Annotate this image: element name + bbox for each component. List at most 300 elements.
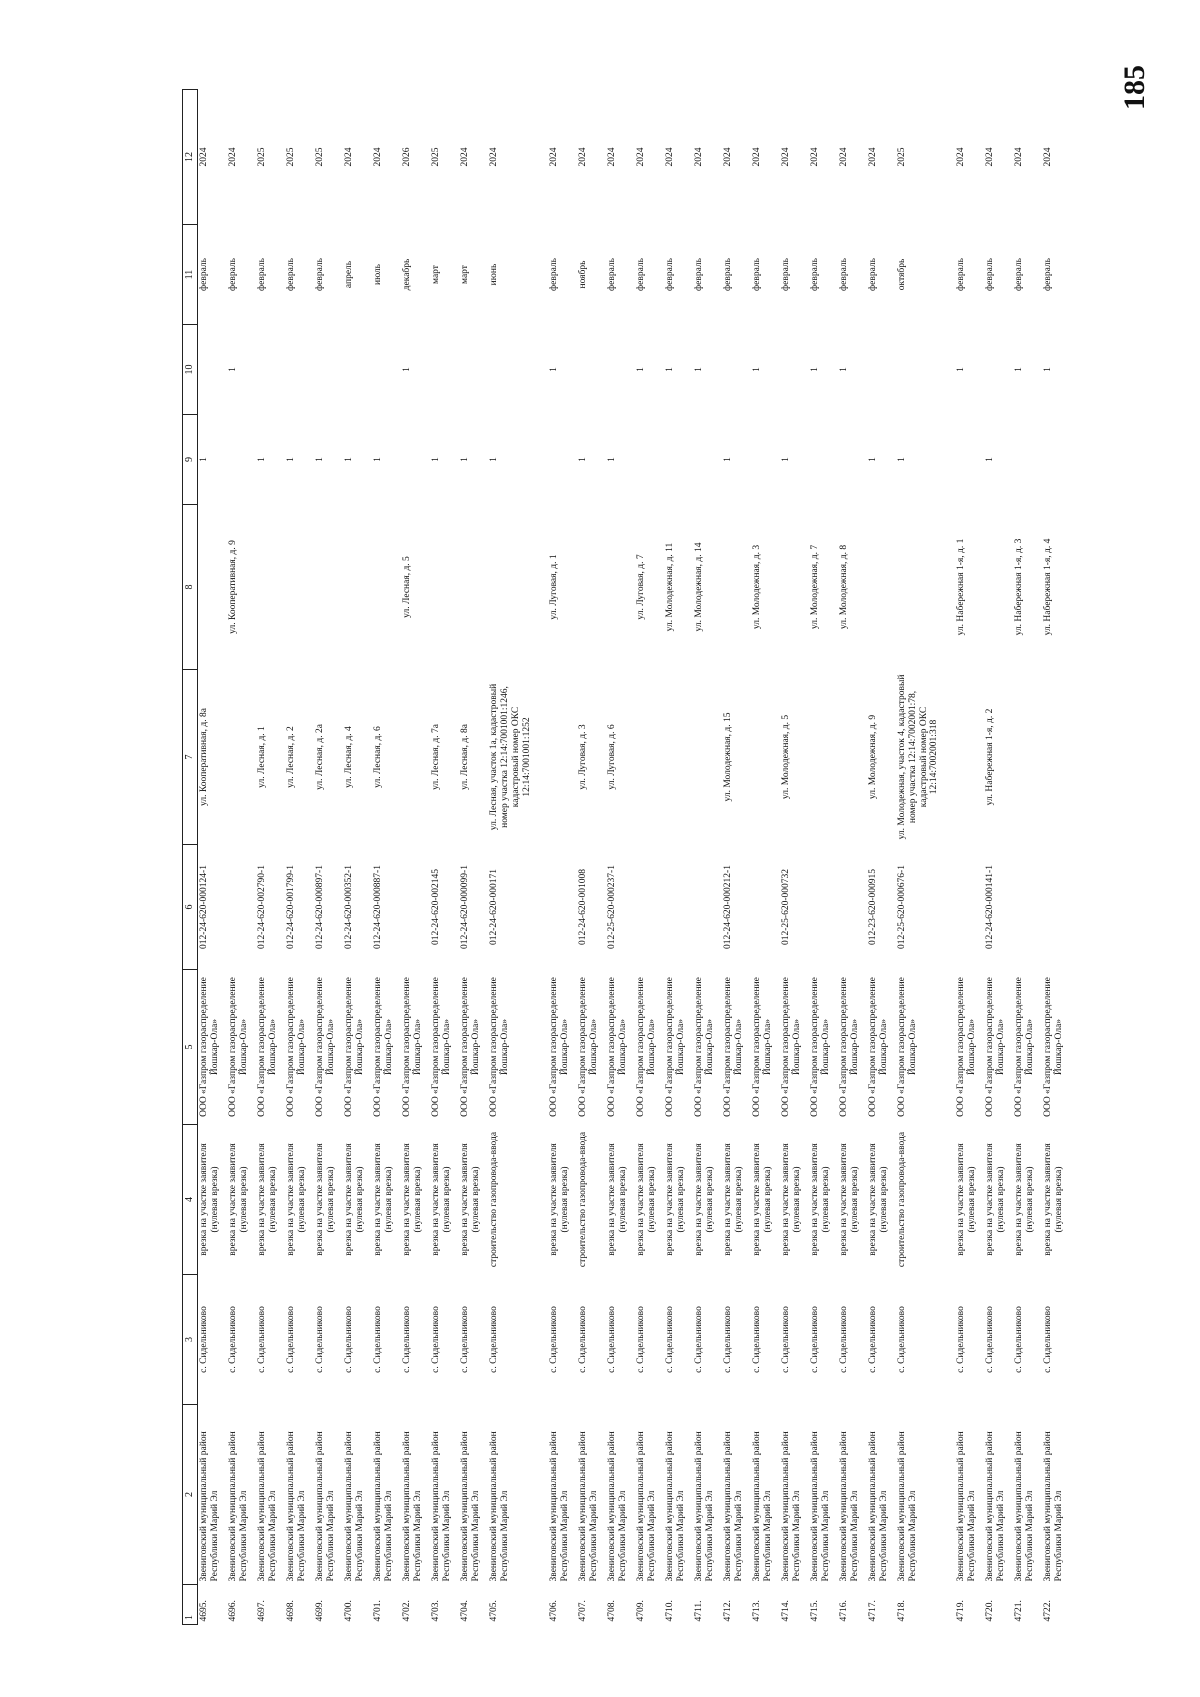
application-id-cell: 012-24-620-000212-1 (722, 865, 733, 949)
address-cell-col8 (285, 505, 314, 670)
district-cell: Звениговский муниципальный район Республики Марий Эл (373, 1431, 394, 1582)
count-cell-col10 (198, 325, 228, 415)
district-cell: Звениговский муниципальный район Республики Марий Эл (896, 1431, 918, 1582)
page-number: 185 (1118, 65, 1151, 110)
application-id-cell: 012-24-620-001008 (577, 869, 588, 945)
organization-cell: ООО «Газпром газораспределение Йошкар-Ола» (199, 977, 220, 1117)
row-number: 4696. (228, 1600, 238, 1622)
count-cell-col10: 1 (402, 367, 412, 372)
organization-cell: ООО «Газпром газораспределение Йошкар-Ола» (1043, 977, 1065, 1117)
month-cell: февраль (1043, 258, 1054, 291)
month-cell: февраль (606, 258, 617, 291)
year-cell: 2024 (838, 147, 849, 167)
count-cell-col9 (955, 415, 984, 505)
village-cell: с. Сидельниково (693, 1306, 704, 1373)
address-cell-col7: ул. Лесная, д. 4 (344, 726, 354, 788)
month-cell: февраль (780, 258, 791, 291)
work-type-cell: врезка на участке заявителя (нулевая врезка) (431, 1143, 452, 1256)
village-cell: с. Сидельниково (838, 1306, 849, 1373)
table-row (606, 90, 635, 1625)
district-cell: Звениговский муниципальный район Республики Марий Эл (635, 1431, 657, 1582)
address-cell-col8: ул. Луговая, д. 7 (635, 554, 646, 620)
address-cell-col7: ул. Лесная, д. 7а (431, 724, 441, 790)
work-type-cell: врезка на участке заявителя (нулевая врезка) (780, 1143, 802, 1256)
column-header-1: 1 (183, 1585, 198, 1625)
count-cell-col10 (867, 325, 896, 415)
village-cell: с. Сидельниково (257, 1306, 267, 1373)
address-cell-col7: ул. Луговая, д. 6 (606, 724, 617, 790)
month-cell: февраль (199, 258, 209, 291)
work-type-cell: врезка на участке заявителя (нулевая врезка) (722, 1143, 744, 1256)
table-row (751, 90, 780, 1625)
table-row (635, 90, 664, 1625)
address-cell-col7: ул. Молодежная, участок 4, кадастровый номер участка 12:14:7002001:78, кадастровый номер ОКС 12:14:7002001:318 (896, 674, 940, 840)
application-id-cell: 012-24-620-000897-1 (315, 865, 325, 949)
year-cell: 2024 (228, 147, 238, 167)
address-cell-col7: ул. Молодежная, д. 15 (722, 712, 733, 802)
month-cell: июль (373, 263, 383, 286)
village-cell: с. Сидельниково (548, 1306, 559, 1373)
column-header-6: 6 (183, 845, 198, 970)
table-row (838, 90, 867, 1625)
table-gap-row (941, 90, 955, 1625)
count-cell-col10 (488, 325, 534, 415)
application-id-cell: 012-24-620-000887-1 (373, 865, 383, 949)
column-header-8: 8 (183, 505, 198, 670)
table-row (809, 90, 838, 1625)
count-cell-col10: 1 (664, 367, 675, 372)
table-gap-row (534, 90, 548, 1625)
row-number: 4703. (431, 1600, 441, 1622)
district-cell: Звениговский муниципальный район Республики Марий Эл (315, 1431, 336, 1582)
village-cell: с. Сидельниково (780, 1306, 791, 1373)
organization-cell: ООО «Газпром газораспределение Йошкар-Ола» (693, 977, 715, 1117)
address-cell-col7: ул. Лесная, д. 6 (373, 726, 383, 788)
table-row (896, 90, 942, 1625)
month-cell: февраль (664, 258, 675, 291)
count-cell-col10 (984, 325, 1013, 415)
district-cell: Звениговский муниципальный район Республики Марий Эл (956, 1431, 978, 1582)
address-cell-col7: ул. Лесная, д. 8а (460, 724, 470, 790)
year-cell: 2024 (489, 147, 499, 167)
count-cell-col9 (548, 415, 577, 505)
count-cell-col10 (577, 325, 606, 415)
year-cell: 2024 (751, 147, 762, 167)
table-header (183, 90, 198, 1625)
column-header-12: 12 (183, 90, 198, 225)
organization-cell: ООО «Газпром газораспределение Йошкар-Ола» (985, 977, 1007, 1117)
village-cell: с. Сидельниково (373, 1306, 383, 1373)
work-type-cell: врезка на участке заявителя (нулевая врезка) (228, 1143, 249, 1256)
district-cell: Звениговский муниципальный район Республики Марий Эл (664, 1431, 686, 1582)
application-id-cell: 012-24-620-000352-1 (344, 865, 354, 949)
gap-cell (534, 90, 548, 1625)
row-number: 4722. (1043, 1600, 1054, 1622)
address-cell-col8 (459, 505, 488, 670)
application-id-cell: 012-25-620-000676-1 (896, 865, 907, 949)
row-number: 4709. (635, 1600, 646, 1622)
row-number: 4701. (373, 1600, 383, 1622)
address-cell-col7 (635, 670, 664, 845)
village-cell: с. Сидельниково (431, 1306, 441, 1373)
year-cell: 2024 (1014, 147, 1025, 167)
work-type-cell: врезка на участке заявителя (нулевая врезка) (402, 1143, 423, 1256)
document-table-rotated (182, 90, 1065, 1625)
table-row (430, 90, 459, 1625)
work-type-cell: врезка на участке заявителя (нулевая врезка) (1043, 1143, 1065, 1256)
count-cell-col10 (722, 325, 751, 415)
column-header-2: 2 (183, 1405, 198, 1585)
district-cell: Звениговский муниципальный район Республики Марий Эл (286, 1431, 307, 1582)
table-row (984, 90, 1013, 1625)
address-cell-col8 (314, 505, 343, 670)
count-cell-col9 (227, 415, 256, 505)
address-cell-col7: ул. Кооперативная, д. 8а (199, 708, 209, 806)
count-cell-col9 (751, 415, 780, 505)
village-cell: с. Сидельниково (577, 1306, 588, 1373)
count-cell-col9: 1 (577, 457, 588, 462)
address-cell-col8 (780, 505, 809, 670)
work-type-cell: врезка на участке заявителя (нулевая врезка) (606, 1143, 628, 1256)
application-id-cell: 012-24-620-000171 (489, 869, 499, 945)
month-cell: февраль (985, 258, 996, 291)
organization-cell: ООО «Газпром газораспределение Йошкар-Ола» (722, 977, 744, 1117)
address-cell-col7 (838, 670, 867, 845)
work-type-cell: врезка на участке заявителя (нулевая врезка) (286, 1143, 307, 1256)
district-cell: Звениговский муниципальный район Республики Марий Эл (460, 1431, 481, 1582)
application-id-cell (955, 845, 984, 970)
organization-cell: ООО «Газпром газораспределение Йошкар-Ола» (1014, 977, 1036, 1117)
row-number: 4713. (751, 1600, 762, 1622)
year-cell: 2024 (344, 147, 354, 167)
work-type-cell: врезка на участке заявителя (нулевая врезка) (751, 1143, 773, 1256)
count-cell-col9: 1 (286, 457, 296, 462)
organization-cell: ООО «Газпром газораспределение Йошкар-Ола» (809, 977, 831, 1117)
work-type-cell: врезка на участке заявителя (нулевая врезка) (985, 1143, 1007, 1256)
organization-cell: ООО «Газпром газораспределение Йошкар-Ола» (344, 977, 365, 1117)
row-number: 4700. (344, 1600, 354, 1622)
count-cell-col9: 1 (344, 457, 354, 462)
address-cell-col8: ул. Луговая, д. 1 (548, 554, 559, 620)
organization-cell: ООО «Газпром газораспределение Йошкар-Ола» (373, 977, 394, 1117)
row-number: 4697. (257, 1600, 267, 1622)
address-cell-col7 (1042, 670, 1071, 845)
month-cell: февраль (1014, 258, 1025, 291)
district-cell: Звениговский муниципальный район Республики Марий Эл (809, 1431, 831, 1582)
month-cell: февраль (809, 258, 820, 291)
count-cell-col10 (343, 325, 372, 415)
district-cell: Звениговский муниципальный район Республики Марий Эл (228, 1431, 249, 1582)
village-cell: с. Сидельниково (809, 1306, 820, 1373)
table-row (198, 90, 228, 1625)
address-cell-col8 (372, 505, 401, 670)
month-cell: октябрь (896, 258, 907, 291)
address-cell-col7 (809, 670, 838, 845)
count-cell-col10 (606, 325, 635, 415)
address-cell-col7: ул. Молодежная, д. 5 (780, 714, 791, 800)
village-cell: с. Сидельниково (956, 1306, 967, 1373)
district-cell: Звениговский муниципальный район Республики Марий Эл (1014, 1431, 1036, 1582)
application-id-cell (227, 845, 256, 970)
village-cell: с. Сидельниково (606, 1306, 617, 1373)
address-cell-col8: ул. Молодежная, д. 3 (751, 544, 762, 630)
year-cell: 2024 (809, 147, 820, 167)
address-cell-col7 (227, 670, 256, 845)
address-cell-col7: ул. Молодежная, д. 9 (867, 714, 878, 800)
work-type-cell: врезка на участке заявителя (нулевая врезка) (373, 1143, 394, 1256)
application-id-cell: 012-25-620-000732 (780, 869, 791, 945)
table-row (372, 90, 401, 1625)
column-header-11: 11 (183, 225, 198, 325)
address-cell-col8: ул. Лесная, д. 5 (402, 556, 412, 618)
count-cell-col10 (256, 325, 285, 415)
row-number: 4711. (693, 1600, 704, 1622)
work-type-cell: врезка на участке заявителя (нулевая врезка) (838, 1143, 860, 1256)
gap-cell (941, 90, 955, 1625)
month-cell: февраль (956, 258, 967, 291)
address-cell-col7 (693, 670, 722, 845)
address-cell-col8: ул. Молодежная, д. 8 (838, 544, 849, 630)
table-body (198, 90, 1072, 1625)
row-number: 4707. (577, 1600, 588, 1622)
month-cell: февраль (228, 258, 238, 291)
address-cell-col7 (955, 670, 984, 845)
address-cell-col8 (896, 505, 942, 670)
district-cell: Звениговский муниципальный район Республики Марий Эл (867, 1431, 889, 1582)
count-cell-col10: 1 (548, 367, 559, 372)
count-cell-col9 (809, 415, 838, 505)
row-number: 4710. (664, 1600, 675, 1622)
row-number: 4717. (867, 1600, 878, 1622)
row-number: 4712. (722, 1600, 733, 1622)
work-type-cell: врезка на участке заявителя (нулевая врезка) (1014, 1143, 1036, 1256)
count-cell-col9 (664, 415, 693, 505)
count-cell-col10: 1 (809, 367, 820, 372)
district-cell: Звениговский муниципальный район Республики Марий Эл (693, 1431, 715, 1582)
row-number: 4702. (402, 1600, 412, 1622)
year-cell: 2024 (867, 147, 878, 167)
application-id-cell (751, 845, 780, 970)
application-id-cell: 012-23-620-000915 (867, 869, 878, 945)
district-cell: Звениговский муниципальный район Республики Марий Эл (489, 1431, 510, 1582)
table-row (488, 90, 534, 1625)
count-cell-col9: 1 (722, 457, 733, 462)
table-row (722, 90, 751, 1625)
address-cell-col8 (606, 505, 635, 670)
application-id-cell: 012-24-620-000099-1 (460, 865, 470, 949)
table-row (548, 90, 577, 1625)
year-cell: 2024 (1043, 147, 1054, 167)
address-cell-col7: ул. Набережная 1-я, д. 2 (985, 708, 996, 806)
organization-cell: ООО «Газпром газораспределение Йошкар-Ола» (577, 977, 599, 1117)
work-type-cell: врезка на участке заявителя (нулевая врезка) (867, 1143, 889, 1256)
village-cell: с. Сидельниково (199, 1306, 209, 1373)
address-cell-col7: ул. Лесная, д. 1 (257, 726, 267, 788)
organization-cell: ООО «Газпром газораспределение Йошкар-Ола» (431, 977, 452, 1117)
year-cell: 2024 (956, 147, 967, 167)
month-cell: декабрь (402, 258, 412, 291)
table-row (227, 90, 256, 1625)
organization-cell: ООО «Газпром газораспределение Йошкар-Ола» (780, 977, 802, 1117)
organization-cell: ООО «Газпром газораспределение Йошкар-Ола» (664, 977, 686, 1117)
district-cell: Звениговский муниципальный район Республики Марий Эл (838, 1431, 860, 1582)
year-cell: 2024 (577, 147, 588, 167)
count-cell-col9 (1042, 415, 1071, 505)
organization-cell: ООО «Газпром газораспределение Йошкар-Ола» (228, 977, 249, 1117)
count-cell-col9: 1 (315, 457, 325, 462)
count-cell-col9 (401, 415, 430, 505)
month-cell: ноябрь (577, 260, 588, 289)
year-cell: 2025 (257, 147, 267, 167)
year-cell: 2024 (548, 147, 559, 167)
organization-cell: ООО «Газпром газораспределение Йошкар-Ола» (956, 977, 978, 1117)
count-cell-col10: 1 (635, 367, 646, 372)
village-cell: с. Сидельниково (664, 1306, 675, 1373)
count-cell-col9: 1 (431, 457, 441, 462)
month-cell: июнь (489, 263, 499, 286)
district-cell: Звениговский муниципальный район Республики Марий Эл (780, 1431, 802, 1582)
year-cell: 2024 (199, 147, 209, 167)
village-cell: с. Сидельниково (489, 1306, 499, 1373)
village-cell: с. Сидельниково (228, 1306, 238, 1373)
application-id-cell (1042, 845, 1071, 970)
application-id-cell (838, 845, 867, 970)
count-cell-col10: 1 (1043, 367, 1054, 372)
month-cell: февраль (315, 258, 325, 291)
column-header-7: 7 (183, 670, 198, 845)
table-row (459, 90, 488, 1625)
table-row (780, 90, 809, 1625)
organization-cell: ООО «Газпром газораспределение Йошкар-Ола» (635, 977, 657, 1117)
year-cell: 2024 (780, 147, 791, 167)
count-cell-col10 (285, 325, 314, 415)
column-header-9: 9 (183, 415, 198, 505)
count-cell-col10: 1 (838, 367, 849, 372)
year-cell: 2024 (693, 147, 704, 167)
gasification-table (182, 89, 1071, 1625)
organization-cell: ООО «Газпром газораспределение Йошкар-Ола» (548, 977, 570, 1117)
address-cell-col8: ул. Набережная 1-я, д. 4 (1043, 538, 1054, 636)
table-row (343, 90, 372, 1625)
month-cell: апрель (344, 260, 354, 289)
work-type-cell: врезка на участке заявителя (нулевая врезка) (199, 1143, 220, 1256)
count-cell-col9: 1 (780, 457, 791, 462)
column-header-3: 3 (183, 1275, 198, 1405)
count-cell-col10 (372, 325, 401, 415)
application-id-cell (664, 845, 693, 970)
month-cell: февраль (867, 258, 878, 291)
month-cell: февраль (257, 258, 267, 291)
count-cell-col10 (459, 325, 488, 415)
row-number: 4718. (896, 1600, 907, 1622)
count-cell-col9: 1 (985, 457, 996, 462)
organization-cell: ООО «Газпром газораспределение Йошкар-Ола» (286, 977, 307, 1117)
organization-cell: ООО «Газпром газораспределение Йошкар-Ола» (489, 977, 510, 1117)
village-cell: с. Сидельниково (344, 1306, 354, 1373)
month-cell: февраль (548, 258, 559, 291)
work-type-cell: врезка на участке заявителя (нулевая врезка) (315, 1143, 336, 1256)
district-cell: Звениговский муниципальный район Республики Марий Эл (548, 1431, 570, 1582)
application-id-cell (809, 845, 838, 970)
work-type-cell: врезка на участке заявителя (нулевая врезка) (548, 1143, 570, 1256)
organization-cell: ООО «Газпром газораспределение Йошкар-Ола» (402, 977, 423, 1117)
table-row (577, 90, 606, 1625)
address-cell-col7 (1013, 670, 1042, 845)
address-cell-col8 (488, 505, 534, 670)
count-cell-col10 (896, 325, 942, 415)
address-cell-col8 (722, 505, 751, 670)
work-type-cell: строительство газопровода-ввода (577, 1131, 588, 1268)
address-cell-col8: ул. Набережная 1-я, д. 3 (1014, 538, 1025, 636)
row-number: 4715. (809, 1600, 820, 1622)
address-cell-col8: ул. Набережная 1-я, д. 1 (956, 538, 967, 636)
district-cell: Звениговский муниципальный район Республики Марий Эл (577, 1431, 599, 1582)
row-number: 4716. (838, 1600, 849, 1622)
year-cell: 2024 (635, 147, 646, 167)
year-cell: 2025 (286, 147, 296, 167)
count-cell-col9: 1 (257, 457, 267, 462)
month-cell: февраль (286, 258, 296, 291)
table-row (955, 90, 984, 1625)
application-id-cell: 012-24-620-000141-1 (985, 865, 996, 949)
month-cell: февраль (693, 258, 704, 291)
count-cell-col9 (838, 415, 867, 505)
village-cell: с. Сидельниково (286, 1306, 296, 1373)
village-cell: с. Сидельниково (867, 1306, 878, 1373)
column-header-5: 5 (183, 970, 198, 1125)
row-number: 4705. (489, 1600, 499, 1622)
table-row (285, 90, 314, 1625)
month-cell: февраль (635, 258, 646, 291)
work-type-cell: врезка на участке заявителя (нулевая врезка) (635, 1143, 657, 1256)
column-header-10: 10 (183, 325, 198, 415)
month-cell: февраль (722, 258, 733, 291)
row-number: 4720. (985, 1600, 996, 1622)
column-number-row (183, 90, 198, 1625)
row-number: 4721. (1014, 1600, 1025, 1622)
year-cell: 2024 (373, 147, 383, 167)
work-type-cell: строительство газопровода-ввода (896, 1131, 907, 1268)
year-cell: 2025 (315, 147, 325, 167)
organization-cell: ООО «Газпром газораспределение Йошкар-Ола» (838, 977, 860, 1117)
application-id-cell: 012-24-620-002790-1 (257, 865, 267, 949)
address-cell-col8 (984, 505, 1013, 670)
application-id-cell: 012-24-620-002145 (431, 869, 441, 945)
address-cell-col7 (664, 670, 693, 845)
count-cell-col10 (430, 325, 459, 415)
work-type-cell: врезка на участке заявителя (нулевая врезка) (693, 1143, 715, 1256)
district-cell: Звениговский муниципальный район Республики Марий Эл (606, 1431, 628, 1582)
village-cell: с. Сидельниково (402, 1306, 412, 1373)
count-cell-col9: 1 (489, 457, 499, 462)
row-number: 4706. (548, 1600, 559, 1622)
work-type-cell: врезка на участке заявителя (нулевая врезка) (460, 1143, 481, 1256)
village-cell: с. Сидельниково (751, 1306, 762, 1373)
address-cell-col8 (867, 505, 896, 670)
application-id-cell: 012-24-620-001799-1 (286, 865, 296, 949)
organization-cell: ООО «Газпром газораспределение Йошкар-Ола» (867, 977, 889, 1117)
year-cell: 2024 (722, 147, 733, 167)
count-cell-col10 (314, 325, 343, 415)
address-cell-col8 (256, 505, 285, 670)
village-cell: с. Сидельниково (1014, 1306, 1025, 1373)
table-row (314, 90, 343, 1625)
count-cell-col10: 1 (1014, 367, 1025, 372)
address-cell-col7: ул. Лесная, участок 1а, кадастровый номер участка 12:14:7001001:1246, кадастровый номер ОКС 12:14:7001001:1252 (489, 683, 532, 831)
district-cell: Звениговский муниципальный район Республики Марий Эл (751, 1431, 773, 1582)
table-row (867, 90, 896, 1625)
address-cell-col8: ул. Молодежная, д. 14 (693, 542, 704, 632)
